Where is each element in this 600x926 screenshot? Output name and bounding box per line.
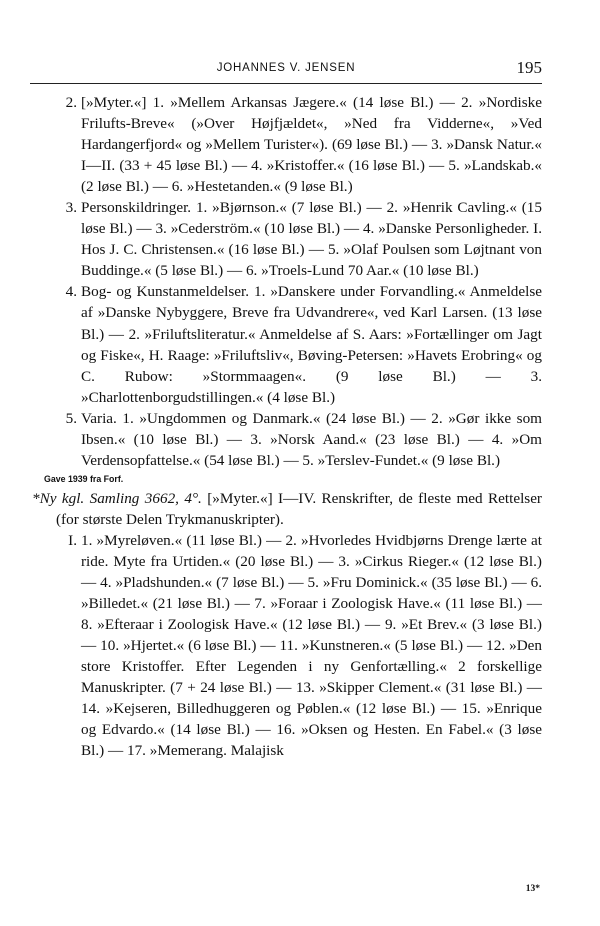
- list-item-text: Personskildringer. 1. »Bjørnson.« (7 løse Bl.) — 2. »Henrik Cavling.« (15 løse Bl.) — 3. »Cederström.« (10 løse Bl.) — 4. »Danske Personligheder. I. Hos J. C. Christensen.« (16 løse Bl.) — 5. »Olaf Poulsen som Løjtnant von Buddinge.« (5 løse Bl.) — 6. »Troels-Lund 70 Aar.« (10 løse Bl.): [81, 199, 542, 280]
- gift-note: Gave 1939 fra Forf.: [44, 473, 124, 484]
- page-number: 195: [516, 58, 542, 77]
- list-item-text: Bog- og Kunstanmeldelser. 1. »Danskere under Forvandling.« Anmeldelse af »Danske Nybyggere, Breve fra Udvandrere«, ved Karl Larsen. (13 løse Bl.) — 2. »Friluftsliteratur.« Anmeldelse af S. Aars: »Fortællinger om Jagt og Fiske«, H. Raage: »Friluftsliv«, Bøving-Petersen: »Havets Erobring« og C. Rubow: »Stormmaagen«. (9 løse Bl.) — 3. »Charlottenborgudstillingen.« (4 løse Bl.): [81, 283, 542, 406]
- list-item: [32, 197, 542, 281]
- list-item-number: 3.: [65, 199, 77, 217]
- collection-shelfmark: *Ny kgl. Samling 3662, 4°.: [32, 489, 202, 507]
- list-item-number: I.: [68, 531, 77, 549]
- list-item-text: [»Myter.«] 1. »Mellem Arkansas Jægere.« (14 løse Bl.) — 2. »Nordiske Frilufts-Breve« (»Over Højfjældet«, »Ned fra Vidderne«, »Ved Hardangerfjord« og »Mellem Turister«). (69 løse Bl.) — 3. »Dansk Natur.« I—II. (33 + 45 løse Bl.) — 4. »Kristoffer.« (16 løse Bl.) — 5. »Landskab.« (2 løse Bl.) — 6. »Hestetanden.« (9 løse Bl.): [81, 94, 542, 196]
- main-text: [32, 92, 542, 761]
- list-item: [32, 408, 542, 471]
- header-rule: [30, 83, 542, 84]
- running-head-title: JOHANNES V. JENSEN: [216, 62, 356, 74]
- list-item-text: 1. »Myreløven.« (11 løse Bl.) — 2. »Hvorledes Hvidbjørns Drenge lærte at ride. Myte fra Urtiden.« (20 løse Bl.) — 3. »Cirkus Rieger.« (12 løse Bl.) — 4. »Pladshunden.« (7 løse Bl.) — 5. »Fru Dominick.« (35 løse Bl.) — 6. »Billedet.« (21 løse Bl.) — 7. »Foraar i Zoologisk Have.« (11 løse Bl.) — 8. »Efteraar i Zoologisk Have.« (12 løse Bl.) — 9. »Et Brev.« (3 løse Bl.) — 10. »Hjertet.« (6 løse Bl.) — 11. »Kunstneren.« (5 løse Bl.) — 12. »Den store Kristoffer. Efter Legenden i ny Genfortælling.« 2 forskellige Manuskripter. (7 + 24 løse Bl.) — 13. »Skipper Clement.« (31 løse Bl.) — 14. »Kejseren, Billedhuggeren og Pøblen.« (12 løse Bl.) — 15. »Enrique og Edvardo.« (14 løse Bl.) — 16. »Oksen og Hesten. En Fabel.« (3 løse Bl.) — 17. »Memerang. Malajisk: [81, 531, 542, 760]
- list-item: [32, 92, 542, 197]
- list-item-number: 2.: [65, 94, 77, 111]
- running-head: [30, 60, 542, 82]
- list-item-number: 5.: [65, 409, 77, 427]
- list-item-text: Varia. 1. »Ungdommen og Danmark.« (24 løse Bl.) — 2. »Gør ikke som Ibsen.« (10 løse Bl.) — 3. »Norsk Aand.« (23 løse Bl.) — 4. »Om Verdensopfattelse.« (54 løse Bl.) — 5. »Terslev-Fundet.« (9 løse Bl.): [81, 409, 542, 469]
- collection-entry: [32, 488, 542, 530]
- signature-mark: 13*: [525, 884, 540, 894]
- collection-description: [»Myter.«] I—IV. Renskrifter, de fleste med Rettelser (for største Delen Trykmanuskripter).: [56, 489, 542, 528]
- list-item-number: 4.: [65, 283, 77, 301]
- list-item: [32, 281, 542, 407]
- list-item: [32, 530, 542, 762]
